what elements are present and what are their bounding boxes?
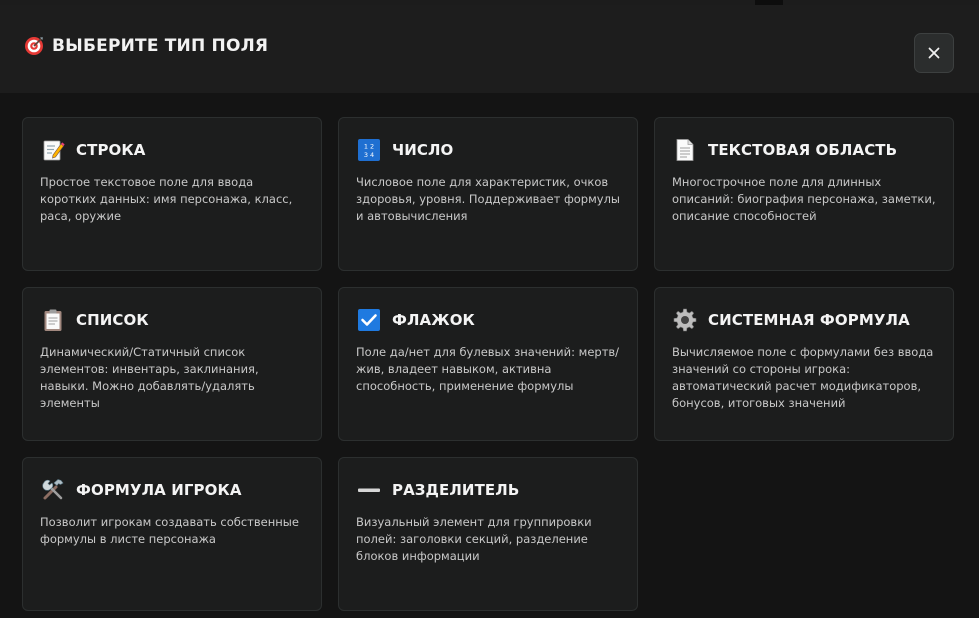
numbers-icon [357, 138, 381, 162]
field-type-card-number[interactable] [338, 117, 638, 271]
field-type-card-textarea[interactable] [654, 117, 954, 271]
card-title: ФОРМУЛА ИГРОКА [76, 481, 242, 499]
card-title: ТЕКСТОВАЯ ОБЛАСТЬ [708, 141, 898, 159]
memo-icon [41, 138, 65, 162]
card-description: Числовое поле для характеристик, очков здоровья, уровня. Поддерживает формулы и автовычисления [356, 175, 621, 223]
svg-text:1 2: 1 2 [363, 142, 375, 151]
field-type-grid [0, 93, 979, 618]
card-description: Простое текстовое поле для ввода коротких данных: имя персонажа, класс, раса, оружие [40, 175, 293, 223]
minus-icon [357, 478, 381, 502]
modal-title-text: ВЫБЕРИТЕ ТИП ПОЛЯ [52, 36, 269, 56]
tools-icon [41, 478, 65, 502]
card-title: СПИСОК [76, 311, 149, 329]
svg-text:3 4: 3 4 [363, 151, 375, 159]
card-description: Позволит игрокам создавать собственные формулы в листе персонажа [40, 515, 299, 546]
card-description: Визуальный элемент для группировки полей: заголовки секций, разделение блоков информации [356, 515, 592, 563]
field-type-card-divider[interactable] [338, 457, 638, 611]
card-title: ФЛАЖОК [392, 311, 475, 329]
card-description: Многострочное поле для длинных описаний: биография персонажа, заметки, описание способностей [672, 175, 936, 223]
close-button[interactable] [914, 33, 954, 73]
modal-header [0, 5, 979, 93]
page-icon [673, 138, 697, 162]
modal-title [24, 36, 268, 56]
field-type-card-system-formula[interactable] [654, 287, 954, 441]
target-icon [24, 36, 44, 56]
card-title: СТРОКА [76, 141, 146, 159]
card-title: СИСТЕМНАЯ ФОРМУЛА [708, 311, 910, 329]
field-type-card-string[interactable] [22, 117, 322, 271]
card-title: РАЗДЕЛИТЕЛЬ [392, 481, 520, 499]
card-title: ЧИСЛО [392, 141, 454, 159]
card-description: Динамический/Статичный список элементов: инвентарь, заклинания, навыки. Можно добавлять/удалять элементы [40, 345, 259, 410]
clipboard-icon [41, 308, 65, 332]
close-icon [928, 47, 940, 59]
gear-icon [673, 308, 697, 332]
card-description: Вычисляемое поле с формулами без ввода значений со стороны игрока: автоматический расчет модификаторов, бонусов, итоговых значений [672, 345, 934, 410]
card-description: Поле да/нет для булевых значений: мертв/жив, владеет навыком, активна способность, применение формулы [356, 345, 620, 393]
field-type-card-list[interactable] [22, 287, 322, 441]
checkbox-icon [357, 308, 381, 332]
field-type-card-player-formula[interactable] [22, 457, 322, 611]
field-type-card-checkbox[interactable] [338, 287, 638, 441]
